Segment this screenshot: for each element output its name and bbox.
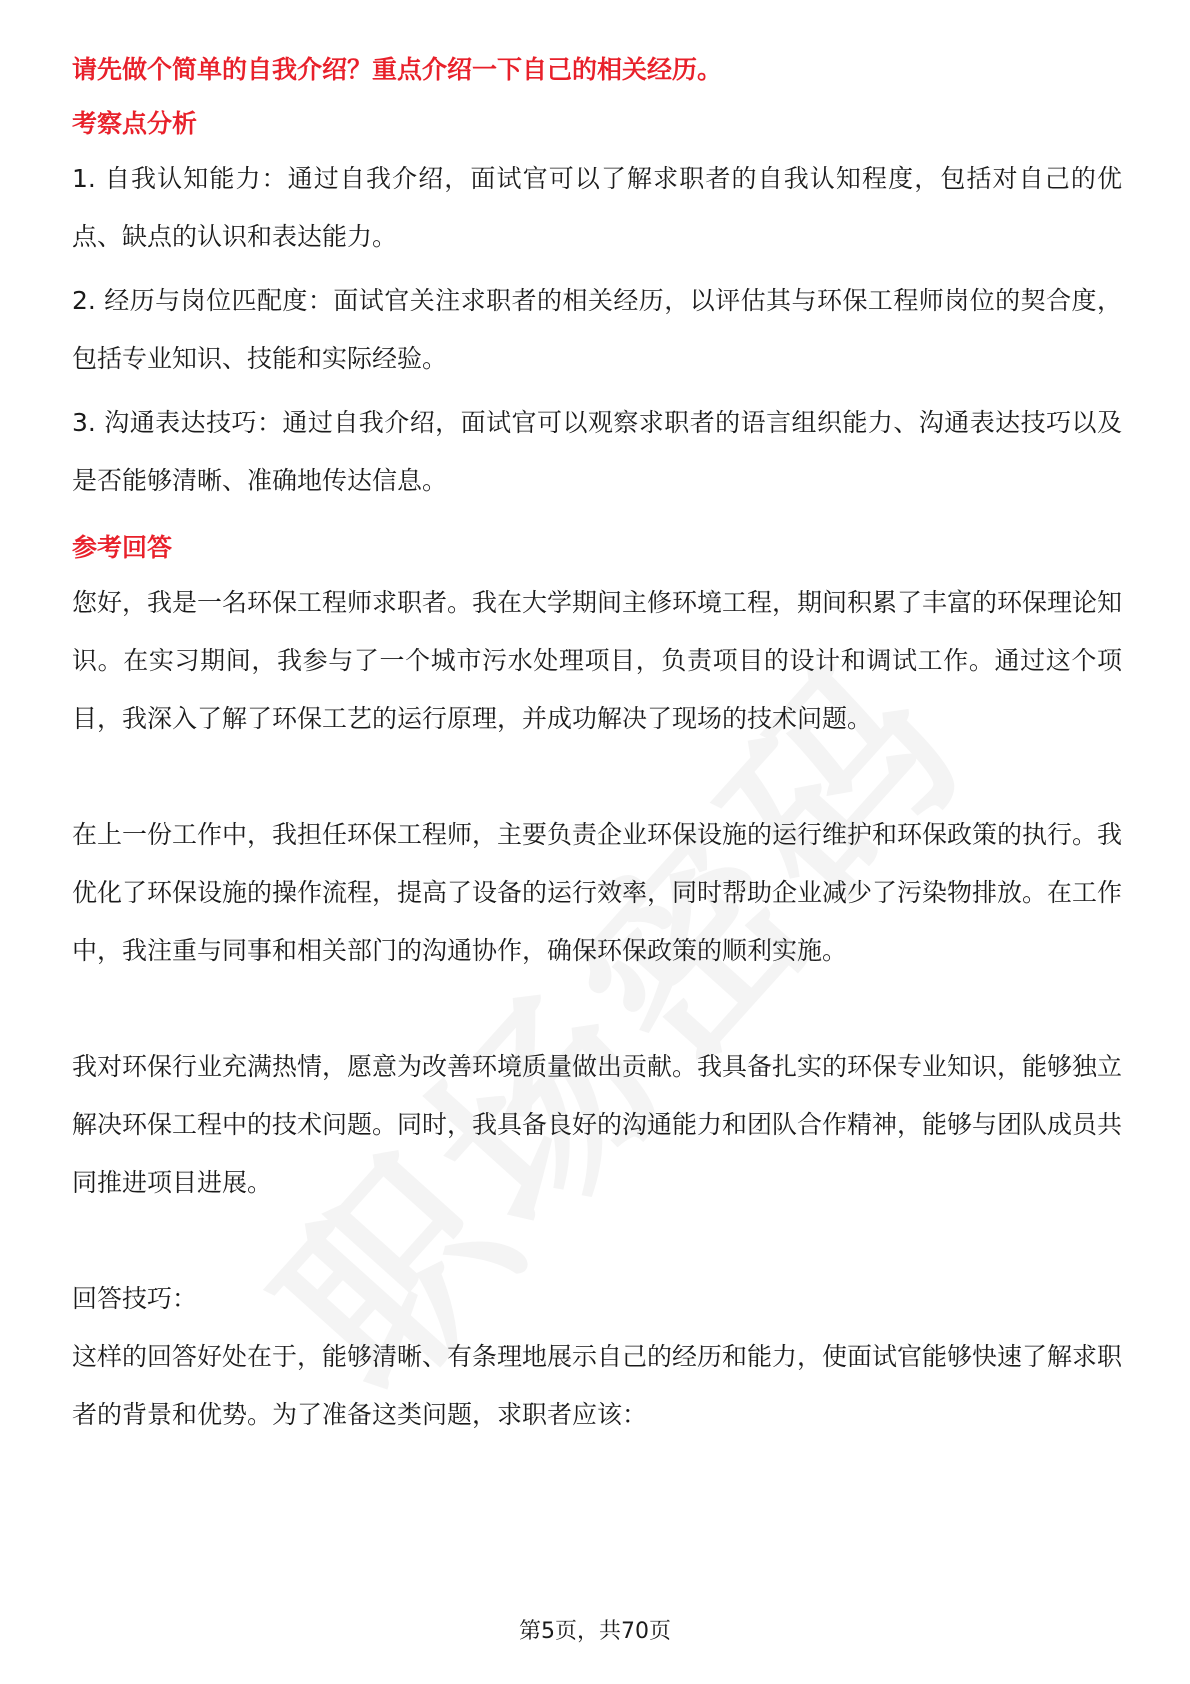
tips-text: 这样的回答好处在于，能够清晰、有条理地展示自己的经历和能力，使面试官能够快速了解求职者的背景和优势。为了准备这类问题，求职者应该： <box>72 1342 1123 1429</box>
answer-paragraph-3: 我对环保行业充满热情，愿意为改善环境质量做出贡献。我具备扎实的环保专业知识，能够独立解决环保工程中的技术问题。同时，我具备良好的沟通能力和团队合作精神，能够与团队成员共同推进项目进展。 <box>72 1052 1123 1197</box>
answer-paragraph-1: 您好，我是一名环保工程师求职者。我在大学期间主修环境工程，期间积累了丰富的环保理论知识。在实习期间，我参与了一个城市污水处理项目，负责项目的设计和调试工作。通过这个项目，我深入了解了环保工艺的运行原理，并成功解决了现场的技术问题。 <box>72 588 1123 733</box>
answer-paragraph-2: 在上一份工作中，我担任环保工程师，主要负责企业环保设施的运行维护和环保政策的执行。我优化了环保设施的操作流程，提高了设备的运行效率，同时帮助企业减少了污染物排放。在工作中，我注重与同事和相关部门的沟通协作，确保环保政策的顺利实施。 <box>72 820 1123 965</box>
analysis-item-3: 3. 沟通表达技巧：通过自我介绍，面试官可以观察求职者的语言组织能力、沟通表达技巧以及是否能够清晰、准确地传达信息。 <box>72 408 1122 495</box>
analysis-heading: 考察点分析 <box>72 109 198 138</box>
analysis-item-1: 1. 自我认知能力：通过自我介绍，面试官可以了解求职者的自我认知程度，包括对自己的优点、缺点的认识和表达能力。 <box>72 164 1122 251</box>
tips-heading: 回答技巧： <box>72 1284 198 1313</box>
question-title: 请先做个简单的自我介绍？重点介绍一下自己的相关经历。 <box>72 55 723 84</box>
analysis-item-2: 2. 经历与岗位匹配度：面试官关注求职者的相关经历，以评估其与环保工程师岗位的契合度，包括专业知识、技能和实际经验。 <box>72 286 1122 373</box>
page-footer: 第5页，共70页 <box>519 1619 671 1644</box>
page-content <box>72 50 1122 1444</box>
answer-heading: 参考回答 <box>72 533 173 562</box>
